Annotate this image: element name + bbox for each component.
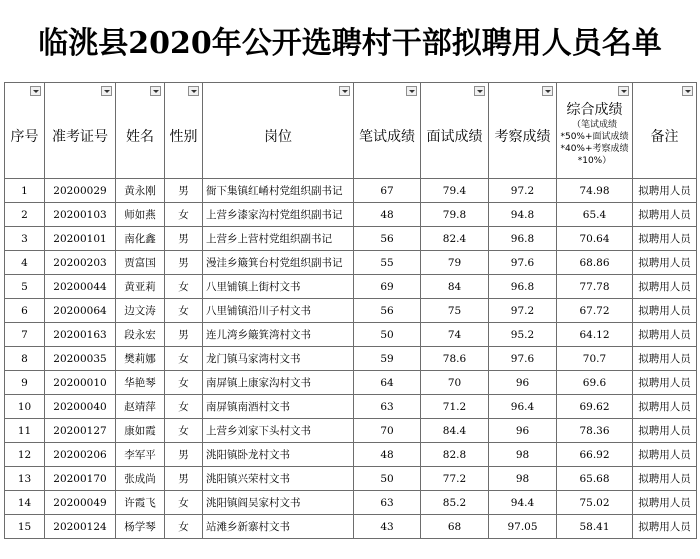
cell-gender: 女: [165, 491, 203, 515]
table-row: [5, 299, 697, 323]
cell-gender: 男: [165, 443, 203, 467]
cell-gender: 女: [165, 299, 203, 323]
cell-name: 杨学琴: [116, 515, 165, 539]
cell-composite: 65.4: [557, 203, 633, 227]
header-written: 笔试成绩: [354, 83, 421, 179]
cell-position: 南屏镇上康家沟村文书: [203, 371, 354, 395]
cell-written: 67: [354, 179, 421, 203]
cell-gender: 女: [165, 371, 203, 395]
cell-name: 许霞飞: [116, 491, 165, 515]
cell-gender: 女: [165, 515, 203, 539]
cell-gender: 女: [165, 347, 203, 371]
cell-inspection: 97.2: [489, 179, 557, 203]
cell-gender: 男: [165, 323, 203, 347]
cell-gender: 男: [165, 227, 203, 251]
cell-composite: 69.62: [557, 395, 633, 419]
cell-name: 南化鑫: [116, 227, 165, 251]
cell-name: 李军平: [116, 443, 165, 467]
cell-gender: 男: [165, 467, 203, 491]
cell-written: 63: [354, 395, 421, 419]
cell-exam-no: 20200010: [45, 371, 116, 395]
cell-remark: 拟聘用人员: [633, 371, 697, 395]
cell-index: 15: [5, 515, 45, 539]
cell-index: 11: [5, 419, 45, 443]
cell-written: 43: [354, 515, 421, 539]
cell-composite: 65.68: [557, 467, 633, 491]
cell-index: 14: [5, 491, 45, 515]
cell-interview: 84: [421, 275, 489, 299]
cell-composite: 75.02: [557, 491, 633, 515]
header-position: 岗位: [203, 83, 354, 179]
cell-written: 69: [354, 275, 421, 299]
cell-inspection: 97.6: [489, 347, 557, 371]
cell-written: 50: [354, 467, 421, 491]
cell-remark: 拟聘用人员: [633, 347, 697, 371]
filter-dropdown-icon[interactable]: [30, 86, 41, 96]
filter-dropdown-icon[interactable]: [542, 86, 553, 96]
cell-interview: 75: [421, 299, 489, 323]
page-title: 临洮县2020年公开选聘村干部拟聘用人员名单: [38, 26, 662, 61]
cell-inspection: 96.8: [489, 227, 557, 251]
cell-position: 上营乡漆家沟村党组织副书记: [203, 203, 354, 227]
cell-remark: 拟聘用人员: [633, 179, 697, 203]
cell-index: 12: [5, 443, 45, 467]
cell-gender: 女: [165, 419, 203, 443]
cell-name: 师如燕: [116, 203, 165, 227]
cell-position: 连儿湾乡簸箕湾村文书: [203, 323, 354, 347]
cell-interview: 79.8: [421, 203, 489, 227]
filter-dropdown-icon[interactable]: [474, 86, 485, 96]
cell-remark: 拟聘用人员: [633, 515, 697, 539]
table-row: [5, 227, 697, 251]
cell-position: 洮阳镇卧龙村文书: [203, 443, 354, 467]
cell-name: 黄永刚: [116, 179, 165, 203]
cell-interview: 70: [421, 371, 489, 395]
cell-exam-no: 20200040: [45, 395, 116, 419]
cell-index: 5: [5, 275, 45, 299]
cell-position: 南屏镇南酒村文书: [203, 395, 354, 419]
cell-gender: 女: [165, 203, 203, 227]
cell-inspection: 96: [489, 371, 557, 395]
cell-name: 樊莉娜: [116, 347, 165, 371]
cell-exam-no: 20200029: [45, 179, 116, 203]
header-gender: 性别: [165, 83, 203, 179]
filter-dropdown-icon[interactable]: [339, 86, 350, 96]
cell-position: 上营乡上营村党组织副书记: [203, 227, 354, 251]
cell-position: 站滩乡新寨村文书: [203, 515, 354, 539]
table-row: [5, 467, 697, 491]
cell-written: 56: [354, 227, 421, 251]
cell-composite: 69.6: [557, 371, 633, 395]
cell-name: 边文涛: [116, 299, 165, 323]
cell-exam-no: 20200163: [45, 323, 116, 347]
cell-inspection: 96.8: [489, 275, 557, 299]
cell-composite: 66.92: [557, 443, 633, 467]
cell-written: 59: [354, 347, 421, 371]
cell-composite: 74.98: [557, 179, 633, 203]
cell-interview: 79.4: [421, 179, 489, 203]
cell-position: 八里铺镇沿川子村文书: [203, 299, 354, 323]
cell-remark: 拟聘用人员: [633, 275, 697, 299]
cell-exam-no: 20200206: [45, 443, 116, 467]
cell-position: 八里铺镇上街村文书: [203, 275, 354, 299]
cell-position: 上营乡刘家下头村文书: [203, 419, 354, 443]
table-body: [5, 179, 697, 539]
cell-remark: 拟聘用人员: [633, 227, 697, 251]
header-inspection: 考察成绩: [489, 83, 557, 179]
table-row: [5, 515, 697, 539]
cell-interview: 78.6: [421, 347, 489, 371]
cell-remark: 拟聘用人员: [633, 395, 697, 419]
cell-remark: 拟聘用人员: [633, 323, 697, 347]
cell-inspection: 98: [489, 467, 557, 491]
table-row: [5, 203, 697, 227]
cell-interview: 85.2: [421, 491, 489, 515]
cell-interview: 82.4: [421, 227, 489, 251]
cell-name: 贾富国: [116, 251, 165, 275]
header-composite: 综合成绩 （笔试成绩 *50%+面试成绩 *40%+考察成绩 *10%）: [557, 83, 633, 179]
header-remark: 备注: [633, 83, 697, 179]
cell-index: 6: [5, 299, 45, 323]
cell-inspection: 96.4: [489, 395, 557, 419]
cell-index: 9: [5, 371, 45, 395]
cell-interview: 79: [421, 251, 489, 275]
cell-written: 63: [354, 491, 421, 515]
table-row: [5, 395, 697, 419]
cell-interview: 82.8: [421, 443, 489, 467]
cell-composite: 70.64: [557, 227, 633, 251]
cell-exam-no: 20200049: [45, 491, 116, 515]
cell-exam-no: 20200044: [45, 275, 116, 299]
cell-name: 段永宏: [116, 323, 165, 347]
cell-position: 衙下集镇红崤村党组织副书记: [203, 179, 354, 203]
cell-index: 13: [5, 467, 45, 491]
cell-remark: 拟聘用人员: [633, 203, 697, 227]
cell-exam-no: 20200170: [45, 467, 116, 491]
filter-dropdown-icon[interactable]: [406, 86, 417, 96]
table-row: [5, 443, 697, 467]
table-row: [5, 371, 697, 395]
cell-gender: 男: [165, 179, 203, 203]
cell-remark: 拟聘用人员: [633, 299, 697, 323]
cell-remark: 拟聘用人员: [633, 419, 697, 443]
header-interview: 面试成绩: [421, 83, 489, 179]
cell-interview: 71.2: [421, 395, 489, 419]
cell-inspection: 95.2: [489, 323, 557, 347]
cell-name: 黄亚莉: [116, 275, 165, 299]
cell-interview: 74: [421, 323, 489, 347]
cell-remark: 拟聘用人员: [633, 251, 697, 275]
cell-interview: 77.2: [421, 467, 489, 491]
cell-written: 64: [354, 371, 421, 395]
cell-exam-no: 20200101: [45, 227, 116, 251]
cell-inspection: 98: [489, 443, 557, 467]
cell-exam-no: 20200127: [45, 419, 116, 443]
cell-exam-no: 20200035: [45, 347, 116, 371]
cell-composite: 77.78: [557, 275, 633, 299]
cell-exam-no: 20200203: [45, 251, 116, 275]
cell-exam-no: 20200064: [45, 299, 116, 323]
cell-remark: 拟聘用人员: [633, 491, 697, 515]
cell-written: 70: [354, 419, 421, 443]
cell-exam-no: 20200124: [45, 515, 116, 539]
filter-dropdown-icon[interactable]: [188, 86, 199, 96]
cell-name: 张成尚: [116, 467, 165, 491]
cell-inspection: 97.6: [489, 251, 557, 275]
cell-written: 48: [354, 203, 421, 227]
filter-dropdown-icon[interactable]: [150, 86, 161, 96]
cell-composite: 68.86: [557, 251, 633, 275]
table-row: [5, 323, 697, 347]
filter-dropdown-icon[interactable]: [618, 86, 629, 96]
header-exam-no: 准考证号: [45, 83, 116, 179]
cell-position: 洮阳镇阎吴家村文书: [203, 491, 354, 515]
cell-written: 56: [354, 299, 421, 323]
header-row: [5, 83, 697, 179]
cell-inspection: 97.05: [489, 515, 557, 539]
cell-position: 洮阳镇兴荣村文书: [203, 467, 354, 491]
cell-name: 华艳琴: [116, 371, 165, 395]
header-index: 序号: [5, 83, 45, 179]
header-name: 姓名: [116, 83, 165, 179]
cell-exam-no: 20200103: [45, 203, 116, 227]
cell-index: 3: [5, 227, 45, 251]
cell-inspection: 94.4: [489, 491, 557, 515]
cell-composite: 64.12: [557, 323, 633, 347]
cell-gender: 女: [165, 275, 203, 299]
cell-index: 4: [5, 251, 45, 275]
cell-index: 1: [5, 179, 45, 203]
cell-interview: 84.4: [421, 419, 489, 443]
cell-inspection: 94.8: [489, 203, 557, 227]
filter-dropdown-icon[interactable]: [101, 86, 112, 96]
table-row: [5, 347, 697, 371]
cell-composite: 58.41: [557, 515, 633, 539]
table-row: [5, 491, 697, 515]
cell-interview: 68: [421, 515, 489, 539]
cell-index: 7: [5, 323, 45, 347]
table-row: [5, 419, 697, 443]
cell-index: 10: [5, 395, 45, 419]
cell-composite: 78.36: [557, 419, 633, 443]
cell-index: 8: [5, 347, 45, 371]
cell-gender: 女: [165, 395, 203, 419]
cell-inspection: 96: [489, 419, 557, 443]
filter-dropdown-icon[interactable]: [682, 86, 693, 96]
candidate-table: [4, 82, 697, 539]
table-row: [5, 179, 697, 203]
cell-inspection: 97.2: [489, 299, 557, 323]
cell-index: 2: [5, 203, 45, 227]
cell-name: 康如霞: [116, 419, 165, 443]
cell-composite: 67.72: [557, 299, 633, 323]
cell-position: 龙门镇马家湾村文书: [203, 347, 354, 371]
cell-remark: 拟聘用人员: [633, 443, 697, 467]
table-row: [5, 251, 697, 275]
cell-written: 50: [354, 323, 421, 347]
cell-composite: 70.7: [557, 347, 633, 371]
cell-gender: 男: [165, 251, 203, 275]
cell-position: 漫洼乡簸箕台村党组织副书记: [203, 251, 354, 275]
cell-written: 55: [354, 251, 421, 275]
cell-name: 赵靖萍: [116, 395, 165, 419]
table-row: [5, 275, 697, 299]
cell-written: 48: [354, 443, 421, 467]
cell-remark: 拟聘用人员: [633, 467, 697, 491]
